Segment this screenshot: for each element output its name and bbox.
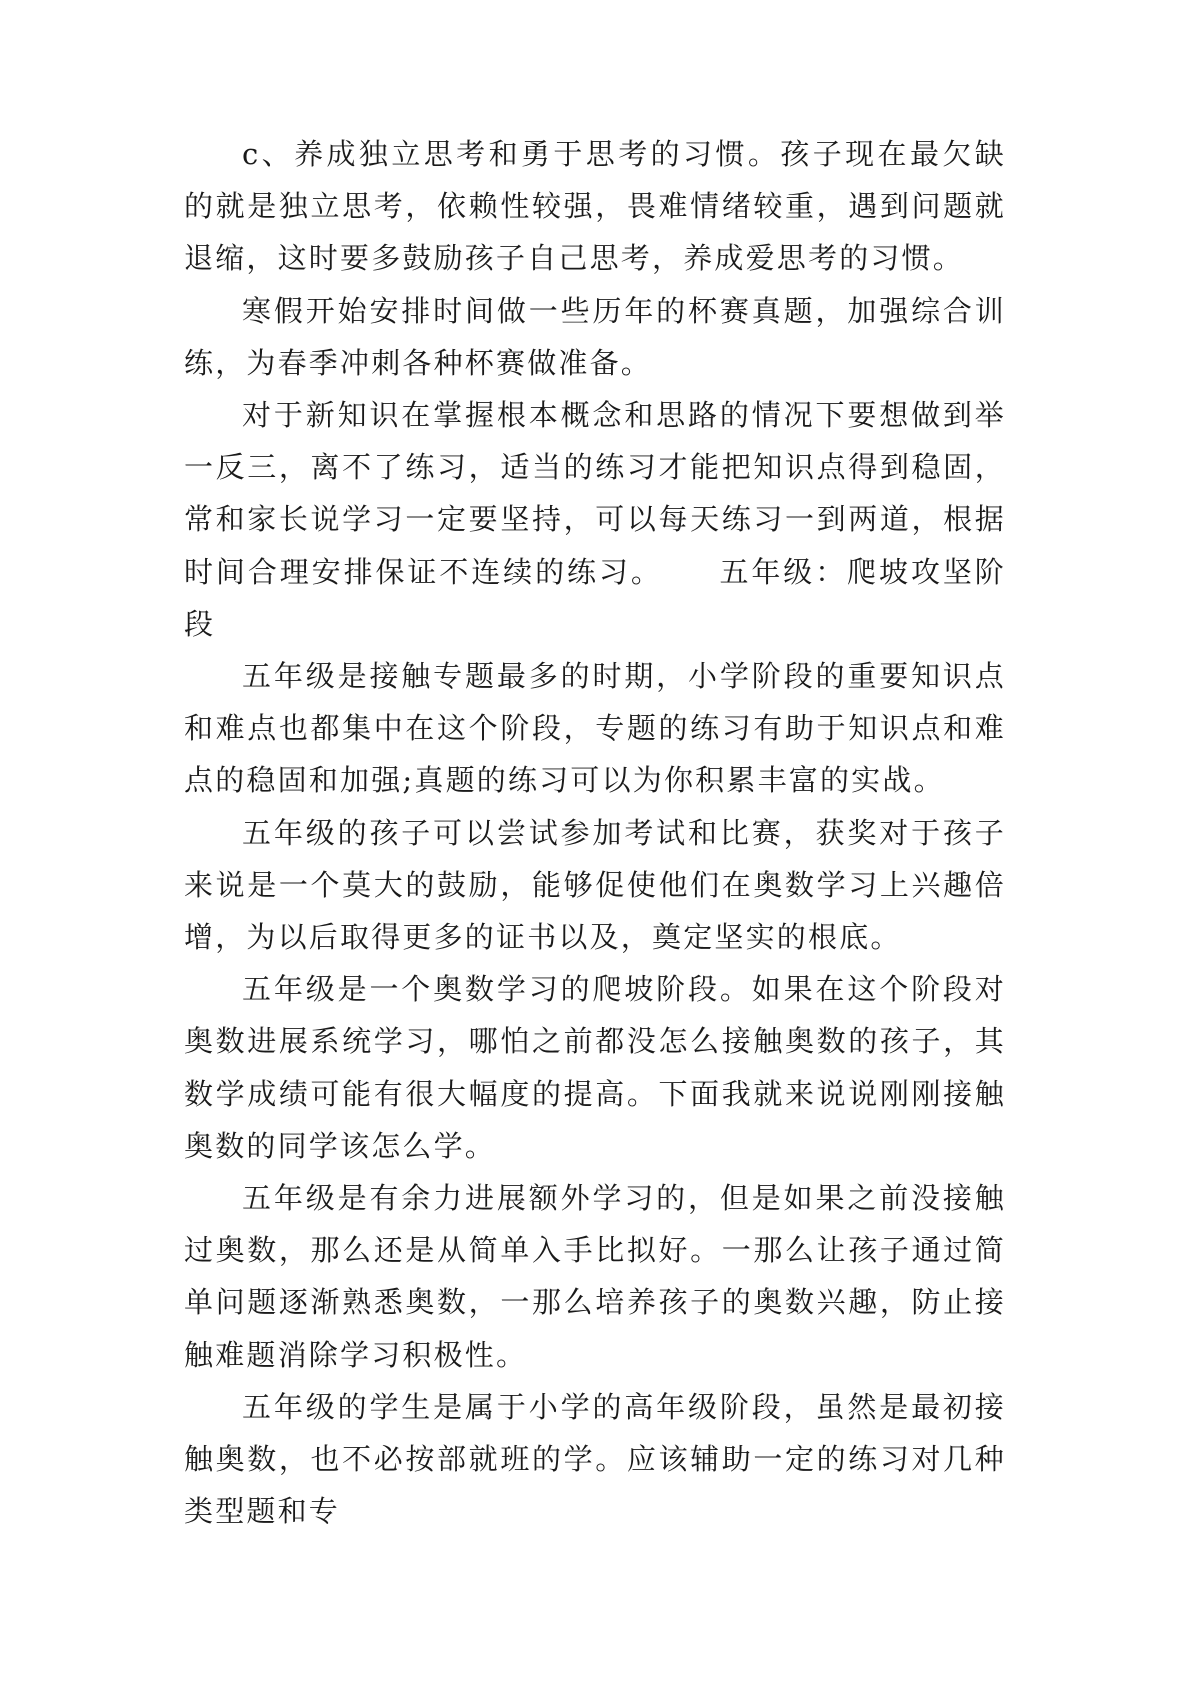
paragraph-winter-break: 寒假开始安排时间做一些历年的杯赛真题，加强综合训练，为春季冲刺各种杯赛做准备。 <box>184 293 1006 380</box>
paragraph-practice <box>184 389 1006 650</box>
paragraph-practice-text: 对于新知识在掌握根本概念和思路的情况下要想做到举一反三，离不了练习，适当的练习才能把知识点得到稳固，常和家长说学习一定要坚持，可以每天练习一到两道，根据时间合理安排保证不连续的练习。 <box>184 398 1006 589</box>
paragraph-independent-thinking: c、养成独立思考和勇于思考的习惯。孩子现在最欠缺的就是独立思考，依赖性较强，畏难情绪较重，遇到问题就退缩，这时要多鼓励孩子自己思考，养成爱思考的习惯。 <box>184 137 1006 276</box>
paragraph-climbing-stage: 五年级是一个奥数学习的爬坡阶段。如果在这个阶段对奥数进展系统学习，哪怕之前都没怎么接触奥数的孩子，其数学成绩可能有很大幅度的提高。下面我就来说说刚刚接触奥数的同学该怎么学。 <box>184 972 1006 1163</box>
paragraph-senior-students: 五年级的学生是属于小学的高年级阶段，虽然是最初接触奥数，也不必按部就班的学。应该辅助一定的练习对几种类型题和专 <box>184 1389 1006 1529</box>
paragraph-competitions: 五年级的孩子可以尝试参加考试和比赛，获奖对于孩子来说是一个莫大的鼓励，能够促使他们在奥数学习上兴趣倍增，为以后取得更多的证书以及，奠定坚实的根底。 <box>184 815 1006 955</box>
paragraph-grade-five-topics: 五年级是接触专题最多的时期，小学阶段的重要知识点和难点也都集中在这个阶段，专题的练习有助于知识点和难点的稳固和加强;真题的练习可以为你积累丰富的实战。 <box>184 659 1006 798</box>
paragraph-extra-study: 五年级是有余力进展额外学习的，但是如果之前没接触过奥数，那么还是从简单入手比拟好。一那么让孩子通过简单问题逐渐熟悉奥数，一那么培养孩子的奥数兴趣，防止接触难题消除学习积极性。 <box>184 1181 1006 1372</box>
body-text <box>184 128 1006 1537</box>
section-heading: 五年级：爬坡攻坚阶段 <box>184 554 1006 641</box>
